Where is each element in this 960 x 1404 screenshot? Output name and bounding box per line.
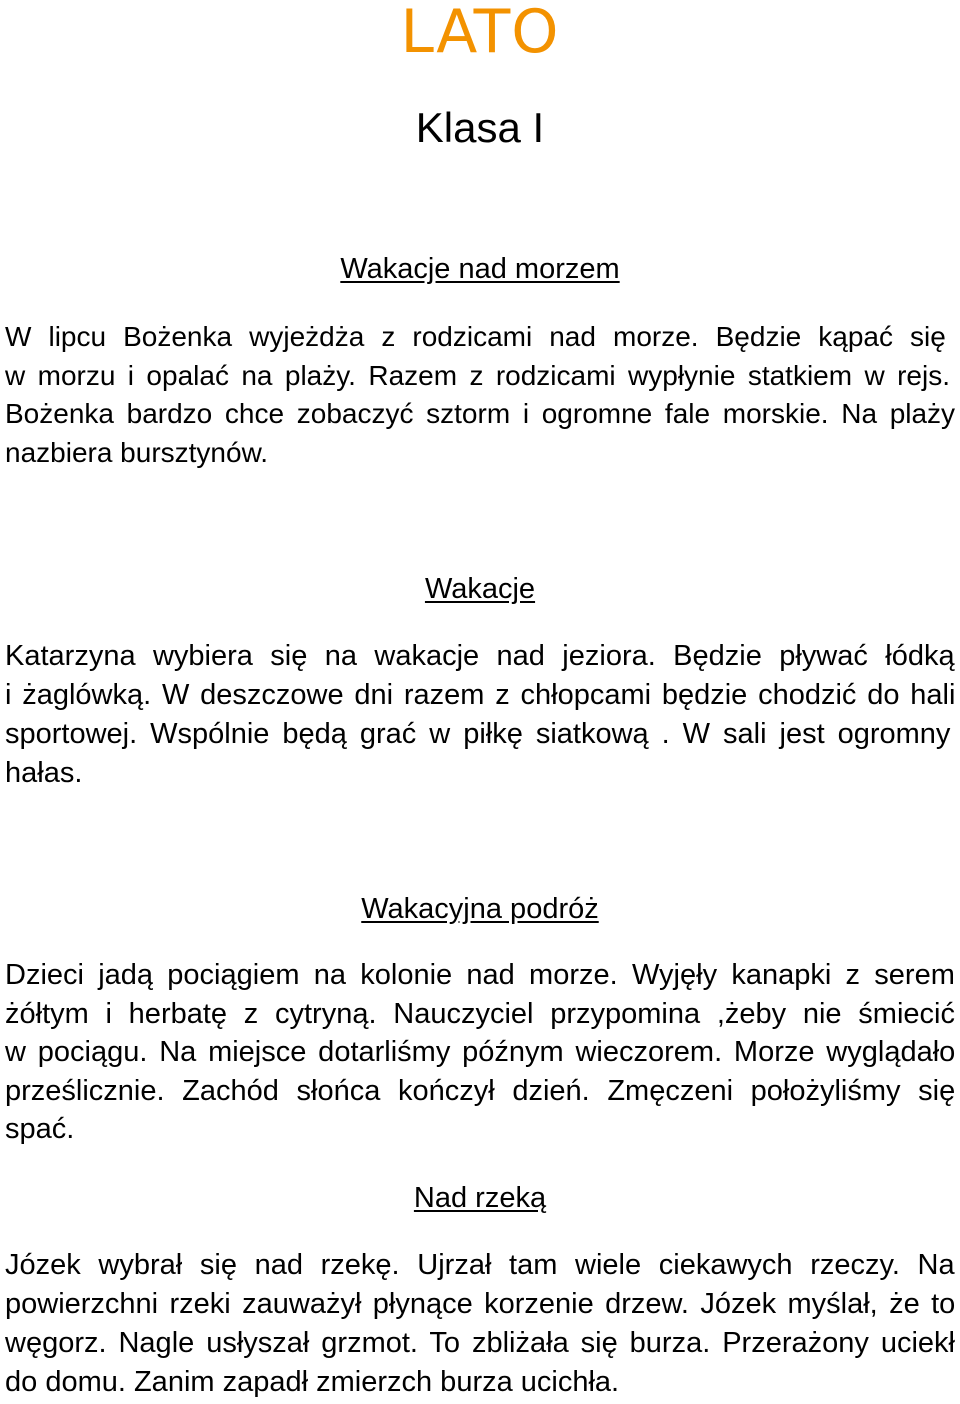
paragraph-line: żółtym i herbatę z cytryną. Nauczyciel przypomina ,żeby nie śmiecić <box>5 997 955 1030</box>
paragraph-line: nazbiera bursztynów. <box>5 436 269 468</box>
section-paragraph-wakacje-nad-morzem <box>5 318 955 472</box>
section-paragraph-wakacje <box>5 637 955 793</box>
paragraph-line: sportowej. Wspólnie będą grać w piłkę siatkową . W sali jest ogromny <box>5 718 951 750</box>
section-heading-wakacje: Wakacje <box>424 573 536 605</box>
section-heading-nad-rzeka: Nad rzeką <box>413 1182 547 1214</box>
paragraph-line: powierzchni rzeki zauważył płynące korzenie drzew. Józek myślał, że to <box>5 1288 956 1320</box>
paragraph-line: do domu. Zanim zapadł zmierzch burza ucichła. <box>5 1366 620 1398</box>
document-subtitle: Klasa I <box>415 104 545 151</box>
paragraph-line: prześlicznie. Zachód słońca kończył dzień. Zmęczeni położyliśmy się <box>5 1074 956 1107</box>
paragraph-line: W lipcu Bożenka wyjeżdża z rodzicami nad morze. Będzie kąpać się <box>5 321 946 352</box>
paragraph-line: Józek wybrał się nad rzekę. Ujrzał tam wiele ciekawych rzeczy. Na <box>5 1249 955 1281</box>
section-heading-wakacje-nad-morzem: Wakacje nad morzem <box>340 253 620 285</box>
paragraph-line: Katarzyna wybiera się na wakacje nad jeziora. Będzie pływać łódką <box>5 640 955 672</box>
paragraph-line: w morzu i opalać na plaży. Razem z rodzicami wypłynie statkiem w rejs. <box>5 359 950 391</box>
paragraph-line: i żaglówką. W deszczowe dni razem z chłopcami będzie chodzić do hali <box>5 679 956 711</box>
section-paragraph-wakacyjna-podroz <box>5 956 955 1149</box>
paragraph-line: Dzieci jadą pociągiem na kolonie nad morze. Wyjęły kanapki z serem <box>5 959 955 991</box>
document-title: LATO <box>400 0 560 67</box>
paragraph-line: spać. <box>5 1113 75 1145</box>
paragraph-line: węgorz. Nagle usłyszał grzmot. To zbliżała się burza. Przerażony uciekł <box>5 1327 955 1359</box>
paragraph-line: hałas. <box>5 757 83 789</box>
section-heading-wakacyjna-podroz: Wakacyjna podróż <box>361 893 599 925</box>
paragraph-line: w pociągu. Na miejsce dotarliśmy późnym wieczorem. Morze wyglądało <box>5 1036 956 1068</box>
paragraph-line: Bożenka bardzo chce zobaczyć sztorm i ogromne fale morskie. Na plaży <box>5 398 956 429</box>
section-paragraph-nad-rzeka <box>5 1246 955 1402</box>
